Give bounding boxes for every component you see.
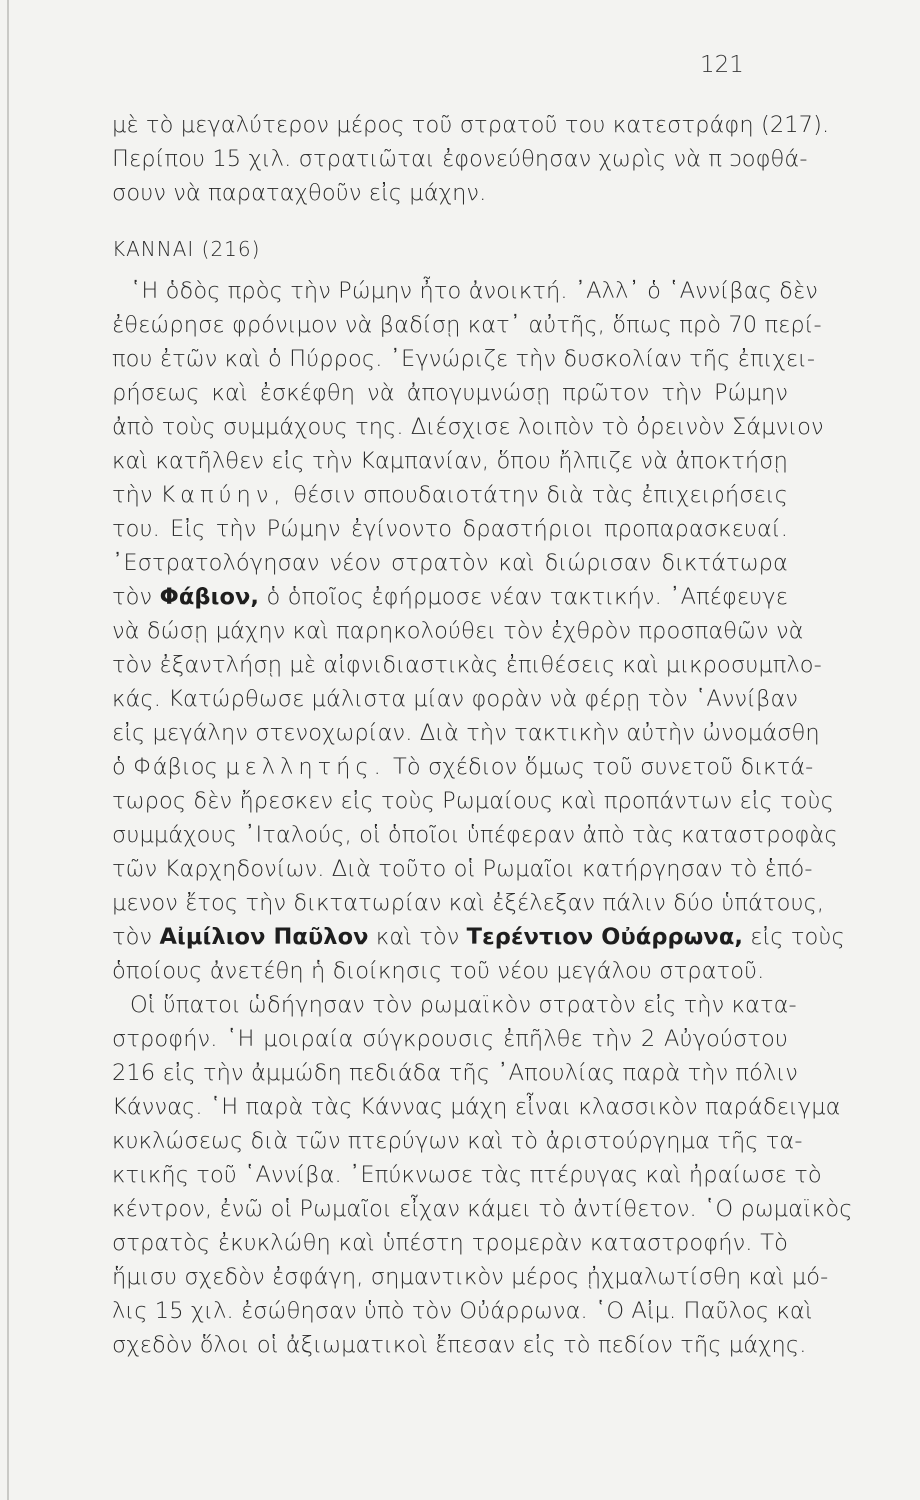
text-segment: τὸν (112, 584, 153, 610)
text-line: ἐθεώρησε φρόνιμον νὰ βαδίσῃ κατ᾿ αὐτῆς, ὅπως πρὸ 70 περί- (112, 312, 822, 338)
text-segment: ὁ ὁποῖος ἐφήρμοσε νέαν τακτικήν. ᾿Απέφευγε (266, 584, 788, 610)
page-edge (7, 0, 9, 1500)
text-line: μὲ τὸ μεγαλύτερον μέρος τοῦ στρατοῦ του κατεστράφη (217). (112, 112, 830, 138)
text-line: Κάννας. ῾Η παρὰ τὰς Κάννας μάχη εἶναι κλασσικὸν παράδειγμα (112, 1094, 841, 1120)
text-line (112, 478, 788, 512)
text-line: εἰς μεγάλην στενοχωρίαν. Διὰ τὴν τακτικὴν αὐτὴν ὠνομάσθη (112, 720, 820, 746)
text-line: κάς. Κατώρθωσε μάλιστα μίαν φορὰν νὰ φέρῃ τὸν ῾Αννίβαν (112, 686, 799, 712)
text-line (112, 580, 788, 614)
text-line: ρήσεως καὶ ἐσκέφθη νὰ ἀπογυμνώσῃ πρῶτον τὴν Ρώμην (112, 380, 788, 406)
spaced-emphasis: Καπύην, (160, 482, 286, 508)
text-line: κτικῆς τοῦ ῾Αννίβα. ᾿Επύκνωσε τὰς πτέρυγας καὶ ἠραίωσε τὸ (112, 1162, 822, 1188)
bold-name: Φάβιον, (159, 584, 260, 610)
paragraph-1 (112, 108, 830, 210)
text-line: ἥμισυ σχεδὸν ἐσφάγη, σημαντικὸν μέρος ᾐχμαλωτίσθη καὶ μό- (112, 1264, 829, 1290)
text-line: ᾿Εστρατολόγησαν νέον στρατὸν καὶ διώρισαν δικτάτωρα (112, 550, 788, 576)
text-line: μενον ἔτος τὴν δικτατωρίαν καὶ ἐξέλεξαν πάλιν δύο ὑπάτους, (112, 890, 825, 916)
paragraph-3 (112, 988, 853, 1362)
text-line: που ἐτῶν καὶ ὁ Πύρρος. ᾿Εγνώριζε τὴν δυσκολίαν τῆς ἐπιχει- (112, 346, 816, 372)
text-line: στροφήν. ῾Η μοιραία σύγκρουσις ἐπῆλθε τὴν 2 Αὐγούστου (112, 1026, 788, 1052)
text-line (112, 750, 814, 784)
text-line: ῾Η ὁδὸς πρὸς τὴν Ρώμην ἦτο ἀνοικτή. ᾿Αλλ᾿ ὁ ῾Αννίβας δὲν (130, 278, 818, 304)
text-line: τῶν Καρχηδονίων. Διὰ τοῦτο οἱ Ρωμαῖοι κατήργησαν τὸ ἑπό- (112, 856, 813, 882)
text-line (112, 920, 845, 954)
text-line: συμμάχους ᾿Ιταλούς, οἱ ὁποῖοι ὑπέφεραν ἀπὸ τὰς καταστροφὰς (112, 822, 838, 848)
text-line: ὁποίους ἀνετέθη ἡ διοίκησις τοῦ νέου μεγάλου στρατοῦ. (112, 958, 765, 984)
text-line: στρατὸς ἐκυκλώθη καὶ ὑπέστη τρομερὰν καταστροφήν. Τὸ (112, 1230, 788, 1256)
text-line: καὶ κατῆλθεν εἰς τὴν Καμπανίαν, ὅπου ἤλπιζε νὰ ἀποκτήσῃ (112, 448, 788, 474)
text-line: τωρος δὲν ἤρεσκεν εἰς τοὺς Ρωμαίους καὶ προπάντων εἰς τοὺς (112, 788, 834, 814)
text-segment: τὸν (112, 924, 153, 950)
text-segment: ὁ Φάβιος (112, 754, 218, 780)
text-line: του. Εἰς τὴν Ρώμην ἐγίνοντο δραστήριοι προπαρασκευαί. (112, 516, 788, 542)
section-heading: ΚΑΝΝΑΙ (216) (112, 237, 261, 261)
text-segment: θέσιν σπουδαιοτάτην διὰ τὰς ἐπιχειρήσεις (293, 482, 788, 508)
text-segment: εἰς τοὺς (750, 924, 845, 950)
text-line: τὸν ἐξαντλήσῃ μὲ αἰφνιδιαστικὰς ἐπιθέσεις καὶ μικροσυμπλο- (112, 652, 822, 678)
paragraph-2 (112, 274, 845, 988)
text-line: σουν νὰ παραταχθοῦν εἰς μάχην. (112, 180, 487, 206)
text-line: κέντρον, ἐνῶ οἱ Ρωμαῖοι εἶχαν κάμει τὸ ἀντίθετον. ῾Ο ρωμαϊκὸς (112, 1196, 853, 1222)
spaced-emphasis: μελλητής. (225, 754, 386, 780)
text-segment: Τὸ σχέδιον ὅμως τοῦ συνετοῦ δικτά- (393, 754, 814, 780)
page-number: 121 (700, 52, 744, 78)
text-line: κυκλώσεως διὰ τῶν πτερύγων καὶ τὸ ἀριστούργημα τῆς τα- (112, 1128, 803, 1154)
page-text (112, 108, 853, 1362)
text-line: Οἱ ὕπατοι ὡδήγησαν τὸν ρωμαϊκὸν στρατὸν εἰς τὴν κατα- (130, 992, 797, 1018)
text-line: νὰ δώσῃ μάχην καὶ παρηκολούθει τὸν ἐχθρὸν προσπαθῶν νὰ (112, 618, 804, 644)
text-line: ἀπὸ τοὺς συμμάχους της. Διέσχισε λοιπὸν τὸ ὀρεινὸν Σάμνιον (112, 414, 824, 440)
text-segment: καὶ τὸν (375, 924, 460, 950)
text-segment: τὴν (112, 482, 153, 508)
text-line: σχεδὸν ὅλοι οἱ ἀξιωματικοὶ ἔπεσαν εἰς τὸ πεδίον τῆς μάχης. (112, 1332, 807, 1358)
bold-name: Αἰμίλιον Παῦλον (159, 924, 369, 950)
text-line: 216 εἰς τὴν ἀμμώδη πεδιάδα τῆς ᾿Απουλίας παρὰ τὴν πόλιν (112, 1060, 798, 1086)
bold-name: Τερέντιον Οὐάρρωνα, (466, 924, 744, 950)
text-line: Περίπου 15 χιλ. στρατιῶται ἐφονεύθησαν χωρὶς νὰ π ɔοφθά- (112, 146, 808, 172)
text-line: λις 15 χιλ. ἐσώθησαν ὑπὸ τὸν Οὐάρρωνα. ῾Ο Αἰμ. Παῦλος καὶ (112, 1298, 813, 1324)
